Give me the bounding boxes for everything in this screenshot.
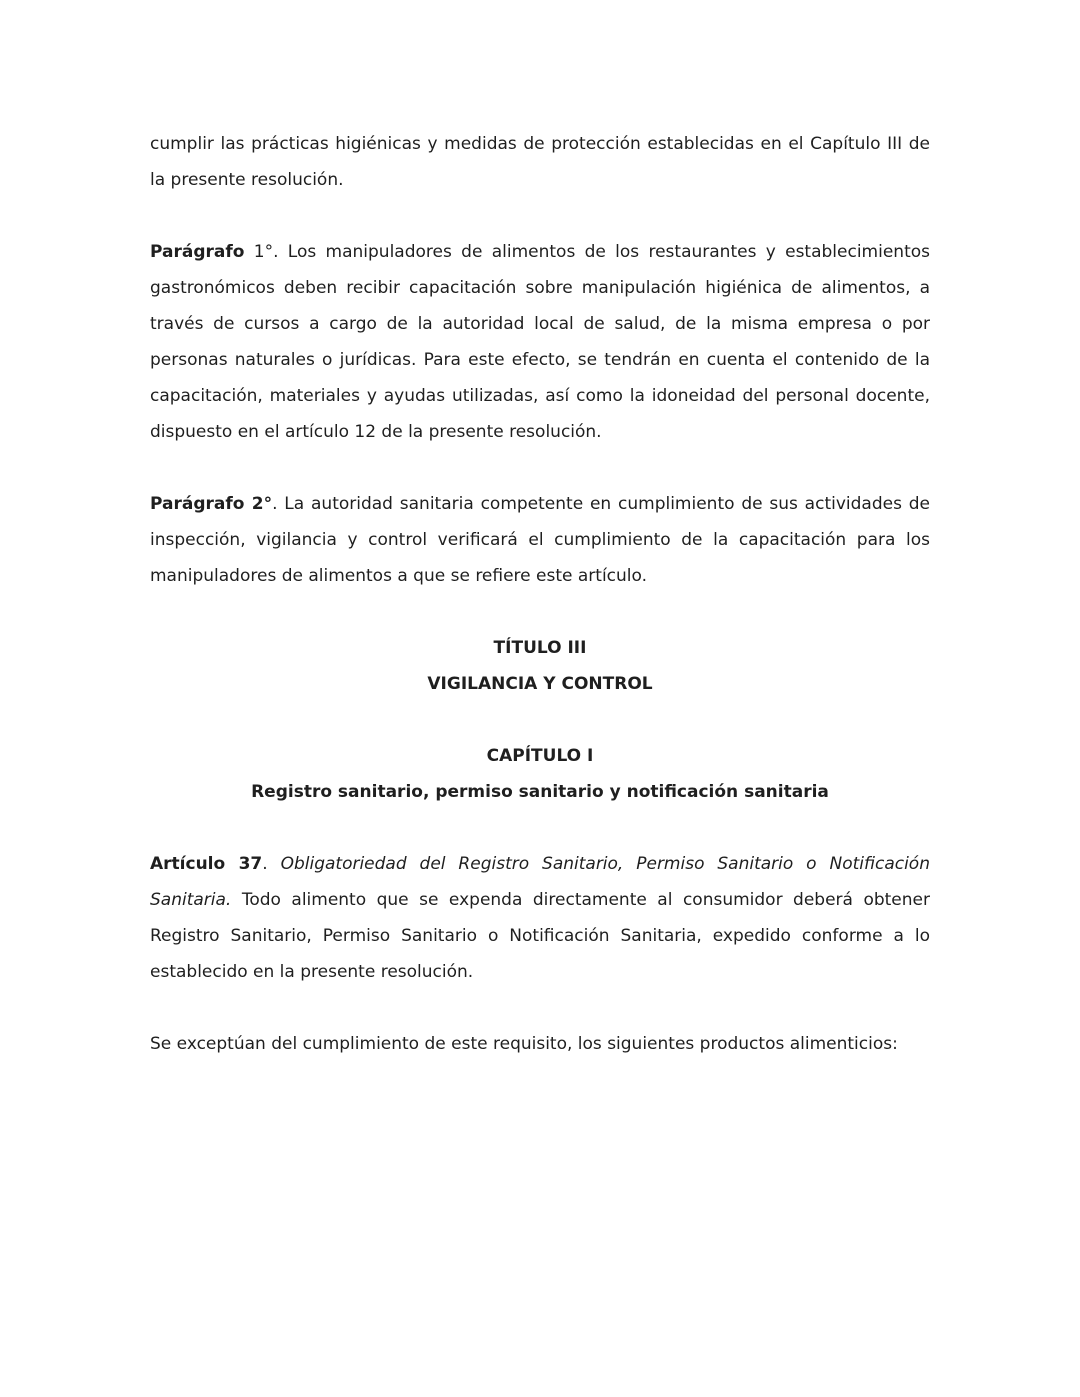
paragrafo-2-paragraph: [150, 486, 930, 594]
text-run: Parágrafo 2°: [150, 494, 273, 514]
capitulo-i-subtitle: [150, 774, 930, 810]
text-run: Parágrafo: [150, 242, 245, 262]
text-run: .: [262, 854, 281, 874]
text-run: . La autoridad sanitaria competente en cumplimiento de sus actividades de inspección, vigilancia y control verificará el cumplimiento de la capacitación para los manipuladores de alimentos a que se refiere este artículo.: [150, 494, 930, 586]
text-run: cumplir las prácticas higiénicas y medidas de protección establecidas en el Capítulo III de la presente resolución.: [150, 134, 930, 190]
document-body: [150, 126, 930, 1062]
intro-continuation-paragraph: [150, 126, 930, 198]
articulo-37-paragraph: [150, 846, 930, 990]
text-run: Artículo 37: [150, 854, 263, 874]
paragrafo-1-paragraph: [150, 234, 930, 450]
text-run: Todo alimento que se expenda directamente al consumidor deberá obtener Registro Sanitario, Permiso Sanitario o Notificación Sanitaria, expedido conforme a lo establecido en la presente resolución.: [150, 890, 930, 982]
text-run: Obligatoriedad del Registro Sanitario, Permiso Sanitario o Notificación Sanitaria.: [150, 854, 930, 910]
text-run: Registro sanitario, permiso sanitario y notificación sanitaria: [251, 782, 829, 802]
text-run: Se exceptúan del cumplimiento de este requisito, los siguientes productos alimenticios:: [150, 1034, 898, 1054]
text-run: CAPÍTULO I: [486, 746, 594, 766]
exceptions-intro-paragraph: [150, 1026, 930, 1062]
vigilancia-y-control-heading: [150, 666, 930, 702]
capitulo-i-heading: [150, 738, 930, 774]
text-run: 1°. Los manipuladores de alimentos de los restaurantes y establecimientos gastronómicos deben recibir capacitación sobre manipulación higiénica de alimentos, a través de cursos a cargo de la autoridad local de salud, de la misma empresa o por personas naturales o jurídicas. Para este efecto, se tendrán en cuenta el contenido de la capacitación, materiales y ayudas utilizadas, así como la idoneidad del personal docente, dispuesto en el artículo 12 de la presente resolución.: [150, 242, 930, 442]
text-run: TÍTULO III: [493, 638, 587, 658]
titulo-iii-heading: [150, 630, 930, 666]
text-run: VIGILANCIA Y CONTROL: [427, 674, 653, 694]
